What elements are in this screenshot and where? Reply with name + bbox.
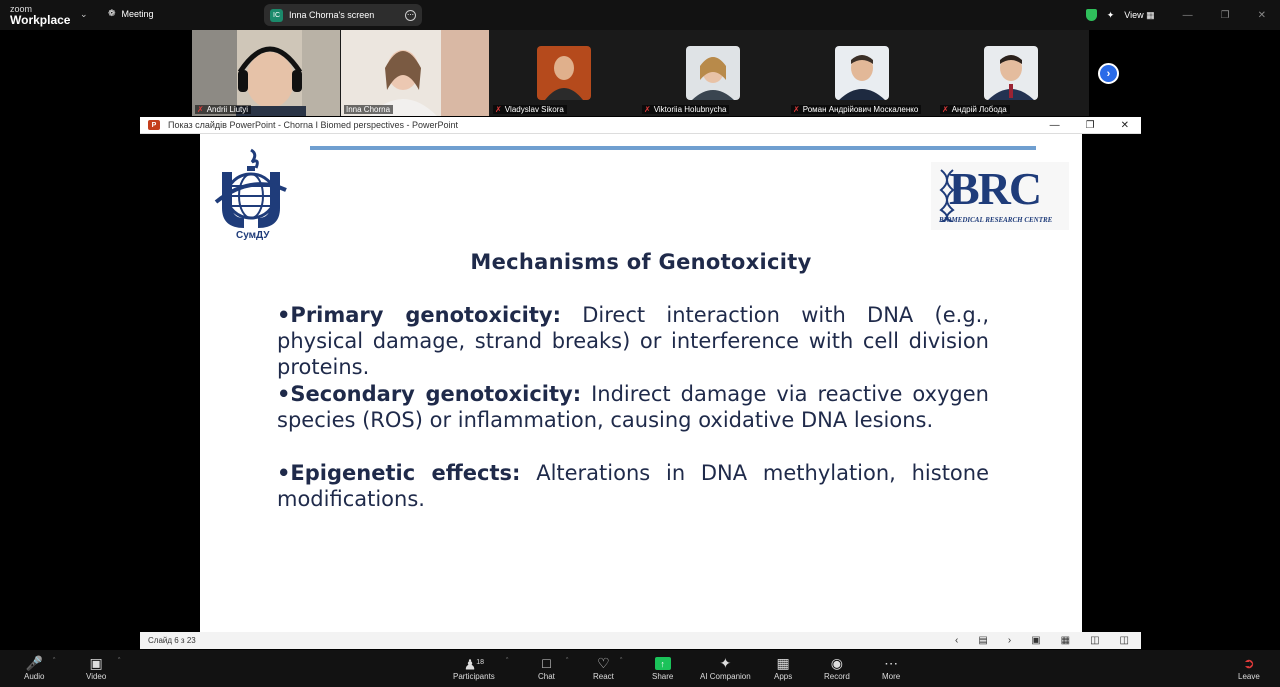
video-label: Video: [86, 672, 107, 681]
top-bar: [0, 0, 1280, 30]
slide-title: Mechanisms of Genotoxicity: [470, 250, 812, 274]
record-label: Record: [824, 672, 850, 681]
ppt-window-title: Показ слайдів PowerPoint - Chorna I Biomed perspectives - PowerPoint: [168, 120, 459, 130]
bullet-heading: •Primary genotoxicity:: [277, 303, 561, 327]
ppt-status-bar: [140, 632, 1141, 649]
participant-name: ✗ Роман Андрійович Москаленко: [791, 105, 921, 114]
participants-count: 18: [476, 659, 485, 666]
participant-name: ✗ Viktoriia Holubnycha: [642, 105, 729, 114]
slide: [200, 134, 1082, 632]
minimize-icon[interactable]: —: [1182, 9, 1193, 21]
mic-muted-icon: ✗: [197, 105, 204, 114]
apps-label: Apps: [774, 672, 793, 681]
record-icon: ◉: [830, 655, 843, 671]
slide-counter: Слайд 6 з 23: [148, 636, 196, 645]
presenter-avatar-icon: IC: [270, 9, 283, 22]
mic-muted-icon: ✗: [495, 105, 502, 114]
chat-caret-icon[interactable]: ˆ: [566, 658, 569, 665]
mic-muted-icon: ✗: [644, 105, 651, 114]
brand-line1: zoom: [10, 4, 33, 14]
bullet-text: Direct interaction with DNA (e.g., physical damage, strand breaks) or interference with cell division proteins.: [277, 303, 989, 379]
bullet-text: Indirect damage via reactive oxygen species (ROS) or inflammation, causing oxidative DNA lesions.: [277, 382, 989, 432]
meeting-toolbar: [0, 650, 1280, 687]
reading-view-icon[interactable]: ◫: [1090, 635, 1100, 646]
audio-button[interactable]: [24, 654, 44, 681]
participant-tile[interactable]: [639, 30, 787, 116]
leave-button[interactable]: [1238, 654, 1260, 681]
more-label: More: [882, 672, 901, 681]
video-camera-icon: ▣: [89, 655, 103, 671]
sparkle-icon[interactable]: ✦: [1106, 9, 1115, 20]
view-button[interactable]: View ▦: [1124, 9, 1155, 20]
participant-name: Inna Chorna: [344, 105, 393, 114]
zoom-brand: [10, 4, 70, 25]
screen-share-pill[interactable]: [264, 4, 422, 26]
brc-logo-text: BRC: [949, 163, 1041, 214]
mic-muted-icon: 🎤: [25, 655, 43, 671]
mic-muted-icon: ✗: [942, 105, 949, 114]
leave-label: Leave: [1238, 672, 1260, 681]
participant-video: [192, 30, 340, 116]
participant-name: ✗ Andrii Liutyi: [195, 105, 251, 114]
apps-button[interactable]: [774, 654, 792, 681]
bullet-heading: •Epigenetic effects:: [277, 461, 521, 485]
next-slide-icon[interactable]: ›: [1007, 635, 1012, 646]
apps-icon: ▦: [776, 655, 790, 671]
chat-button[interactable]: [538, 654, 555, 681]
more-button[interactable]: [882, 654, 900, 681]
paw-icon: ❁: [108, 8, 116, 18]
gallery-next-button[interactable]: [1098, 63, 1119, 84]
react-label: React: [593, 672, 614, 681]
share-screen-icon: ↑: [655, 657, 671, 670]
slide-menu-icon[interactable]: ▤: [978, 635, 988, 646]
chat-label: Chat: [538, 672, 555, 681]
share-button[interactable]: [652, 654, 673, 681]
meeting-label: Meeting: [121, 8, 154, 19]
encryption-shield-icon[interactable]: [1086, 9, 1097, 21]
powerpoint-window: [140, 117, 1141, 649]
slide-stage: [140, 134, 1141, 632]
participant-tile[interactable]: [490, 30, 638, 116]
minimize-icon[interactable]: —: [1049, 119, 1060, 131]
participant-tile[interactable]: [937, 30, 1085, 116]
audio-options-caret-icon[interactable]: ˆ: [53, 658, 56, 665]
participant-tile[interactable]: [192, 30, 340, 116]
participants-label: Participants: [453, 672, 495, 681]
participants-caret-icon[interactable]: ˆ: [506, 658, 509, 665]
chevron-right-icon: ›: [1106, 67, 1111, 80]
brc-logo-subtitle: BIOMEDICAL RESEARCH CENTRE: [939, 216, 1053, 224]
restore-icon[interactable]: ❐: [1085, 119, 1095, 131]
mic-muted-icon: ✗: [793, 105, 800, 114]
participant-avatar: [984, 46, 1038, 100]
video-options-caret-icon[interactable]: ˆ: [118, 658, 121, 665]
react-icon: ♡: [597, 655, 610, 671]
participant-video: [341, 30, 489, 116]
bullet-heading: •Secondary genotoxicity:: [277, 382, 582, 406]
more-options-icon[interactable]: ⋯: [407, 11, 414, 19]
restore-icon[interactable]: ❐: [1220, 9, 1230, 21]
normal-view-icon[interactable]: ▣: [1031, 635, 1041, 646]
chevron-down-icon[interactable]: ⌄: [80, 9, 88, 19]
bullet-text: Alterations in DNA methylation, histone modifications.: [277, 461, 990, 511]
participant-tile-active-speaker[interactable]: [341, 30, 489, 116]
participant-avatar: [537, 46, 591, 100]
top-right-controls: [1086, 0, 1280, 30]
ppt-title-bar: [140, 117, 1141, 134]
ai-companion-label: AI Companion: [700, 672, 751, 681]
slide-top-rule: [310, 146, 1036, 150]
record-button[interactable]: [824, 654, 850, 681]
participant-tile[interactable]: [788, 30, 936, 116]
sumdu-logo: [214, 144, 288, 244]
brc-logo: [931, 162, 1069, 230]
close-icon[interactable]: ✕: [1120, 119, 1129, 131]
bullet-item: [277, 302, 989, 380]
video-button[interactable]: [86, 654, 106, 681]
participant-name: ✗ Андрій Лобода: [940, 105, 1010, 114]
react-button[interactable]: [593, 654, 614, 681]
participant-name: ✗ Vladyslav Sikora: [493, 105, 567, 114]
sumdu-logo-caption: СумДУ: [236, 230, 270, 241]
chat-icon: □: [542, 655, 551, 671]
screen-share-label: Inna Chorna's screen: [289, 10, 375, 20]
ai-companion-button[interactable]: [700, 654, 751, 681]
previous-slide-icon[interactable]: ‹: [955, 635, 959, 646]
sparkle-icon: ✦: [719, 655, 732, 671]
participants-button[interactable]: [453, 654, 495, 681]
react-caret-icon[interactable]: ˆ: [620, 658, 623, 665]
participants-icon: ♟$^{18}$: [463, 656, 485, 673]
share-label: Share: [652, 672, 674, 681]
slideshow-view-icon[interactable]: ◫: [1119, 635, 1129, 646]
more-icon: ⋯: [884, 655, 899, 671]
participant-avatar: [835, 46, 889, 100]
bullet-item: [277, 460, 989, 512]
brand-line2: Workplace: [10, 13, 71, 27]
participant-gallery: [192, 30, 1089, 116]
audio-label: Audio: [24, 672, 45, 681]
bullet-item: [277, 381, 989, 433]
slide-sorter-icon[interactable]: ▦: [1060, 635, 1071, 646]
close-icon[interactable]: ✕: [1257, 9, 1266, 21]
participant-avatar: [686, 46, 740, 100]
powerpoint-icon: P: [148, 120, 160, 130]
leave-icon: ➲: [1243, 655, 1255, 671]
view-label: View: [1124, 9, 1144, 20]
meeting-menu[interactable]: [108, 8, 154, 19]
